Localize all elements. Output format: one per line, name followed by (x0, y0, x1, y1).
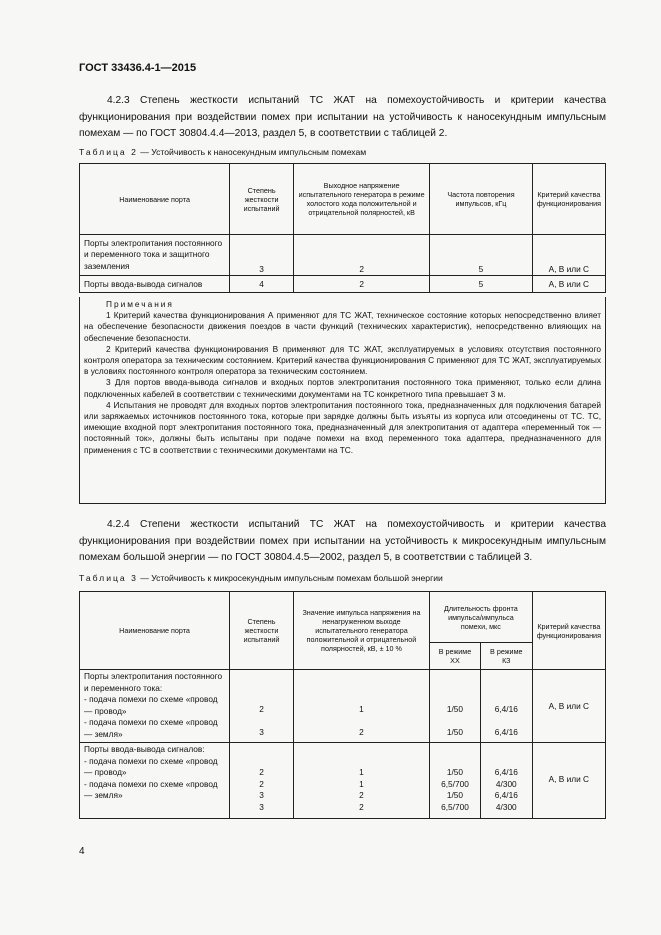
table3-caption (79, 573, 443, 583)
cell-line: 1/50 (446, 767, 464, 777)
table-cell (293, 743, 429, 819)
note-item: 1 Критерий качества функционирования А применяют для ТС ЖАТ, техническое состояние которых непосредственно влияет на обеспечение безопасности движения поездов в части функций (технических характеристик), непосредственно влияющих на обеспечение безопасности. (84, 310, 601, 343)
cell-line: 2 (259, 704, 264, 714)
section-4-2-4-text: 4.2.4 Степени жесткости испытаний ТС ЖАТ на помехоустойчивость и критерии качества функционирования при воздействии помех при испытании на устойчивость к микросекундным импульсным помехам большой энергии — по ГОСТ 30804.4.5—2002, раздел 5, в соответствии с таблицей 3. (79, 519, 606, 563)
cell-line: - подача помехи по схеме «провод — земля» (84, 778, 218, 800)
table-cell (230, 743, 294, 819)
table-row (80, 235, 606, 276)
table-cell (293, 670, 429, 743)
table3-header-row (80, 592, 606, 643)
table-cell: 4 (230, 276, 294, 293)
table-cell: А, В или С (532, 743, 605, 819)
cell-line: - подача помехи по схеме «провод — провод» (84, 694, 218, 716)
table-cell (80, 670, 230, 743)
table-cell (80, 743, 230, 819)
cell-line: 2 (259, 778, 264, 789)
note-item: 2 Критерий качества функционирования В применяют для ТС ЖАТ, эксплуатируемых в условиях отсутствия постоянного контроля оператора за техническим состоянием. Критерий качества функционирования С применяют для ТС ЖАТ, эксплуатируемых в условиях постоянного контроля оператора за техническим состоянием. (84, 343, 601, 377)
table-row (80, 670, 606, 743)
section-4-2-3 (79, 93, 606, 143)
cell-line: 3 (259, 790, 264, 800)
table3-header-cell: Наименование порта (80, 592, 230, 670)
table2-header-cell: Наименование порта (80, 164, 230, 235)
table3 (79, 591, 606, 819)
table-cell: Порты ввода-вывода сигналов (80, 276, 230, 293)
cell-line: Порты ввода-вывода сигналов: (84, 744, 205, 754)
table-cell: 5 (430, 235, 532, 276)
section-4-2-3-text: 4.2.3 Степень жесткости испытаний ТС ЖАТ на помехоустойчивость и критерии качества функционирования при воздействии помех при испытании на устойчивость к наносекундным импульсным помехам — по ГОСТ 30804.4.4—2013, раздел 5, в соответствии с таблицей 2. (79, 95, 606, 139)
cell-line: 2 (259, 767, 264, 777)
cell-line: 1 (359, 704, 364, 714)
cell-line: 6,5/700 (441, 801, 469, 812)
section-4-2-4 (79, 517, 606, 567)
table-cell (480, 743, 532, 819)
table2-notes (79, 297, 606, 504)
table-cell: 3 (230, 235, 294, 276)
cell-line: 6,5/700 (441, 778, 469, 789)
table3-header-cell: Критерий качества функционирования (532, 592, 605, 670)
notes-title: Примечания (106, 299, 174, 309)
table2-header-cell: Выходное напряжение испытательного генератора в режиме холостого хода положительной и отрицательной полярностей, кВ (294, 164, 430, 235)
table2-caption-text: — Устойчивость к наносекундным импульсным помехам (137, 147, 367, 157)
table2-header-cell: Степень жесткости испытаний (230, 164, 294, 235)
note-item: 4 Испытания не проводят для входных портов электропитания постоянного тока, предназначенных для подключения батарей или заряжаемых источников постоянного тока, которые при зарядке должны быть изъяты из корпуса или отсоединены от ТС. ТС, имеющие входной порт электропитания постоянного тока, предназначенный для электропитания от адаптера «переменный ток — постоянный ток», должны быть испытаны при подаче помехи на вход переменного тока адаптера, предназначенного для применения с ТС в соответствии с техническими документами на ТС. (84, 399, 601, 455)
cell-line: 1 (359, 767, 364, 777)
cell-line: 1/50 (446, 790, 464, 800)
cell-line: Порты электропитания постоянного и переменного тока: (84, 671, 223, 693)
table2-caption (79, 147, 366, 157)
table3-header-cell: Значение импульса напряжения на ненагруженном выходе испытательного генератора положительной и отрицательной полярностей, кВ, ± 10 % (293, 592, 429, 670)
table-row (80, 276, 606, 293)
table-cell: 2 (294, 235, 430, 276)
cell-line: 1/50 (446, 727, 464, 737)
table-cell: А, В или С (532, 235, 605, 276)
table2-header-cell: Частота повторения импульсов, кГц (430, 164, 532, 235)
cell-line: 1/50 (446, 704, 464, 714)
cell-line: 2 (359, 790, 364, 800)
cell-line: 3 (259, 727, 264, 737)
page-number: 4 (79, 846, 85, 857)
table2-caption-label: Таблица 2 (79, 147, 138, 157)
table3-caption-label: Таблица 3 (79, 573, 138, 583)
table-cell: Порты электропитания постоянного и переменного тока и защитного заземления (80, 235, 230, 276)
document-header: ГОСТ 33436.4-1—2015 (79, 62, 197, 74)
table-cell: 2 (294, 276, 430, 293)
table3-header-cell: Длительность фронта импульса/импульса помехи, мкс (430, 592, 533, 643)
table-cell (480, 670, 532, 743)
cell-line: 6,4/16 (494, 790, 518, 800)
table3-header-cell: В режиме КЗ (480, 643, 532, 670)
cell-line: - подача помехи по схеме «провод — земля» (84, 717, 218, 739)
cell-line: 4/300 (495, 778, 517, 789)
cell-line: 4/300 (495, 801, 517, 812)
note-item: 3 Для портов ввода-вывода сигналов и входных портов электропитания постоянного тока применяют, только если длина подключенных кабелей в соответствии с техническими документами на ТС конкретного типа превышает 3 м. (84, 377, 601, 399)
cell-line: 2 (359, 727, 364, 737)
table-cell: 5 (430, 276, 532, 293)
table-cell (430, 743, 481, 819)
table2-header-row (80, 164, 606, 235)
cell-line: 3 (259, 801, 264, 812)
table3-caption-text: — Устойчивость к микросекундным импульсным помехам большой энергии (137, 573, 443, 583)
table-cell: А, В или С (532, 670, 605, 743)
cell-line: 1 (359, 778, 364, 789)
cell-line: 6,4/16 (494, 767, 518, 777)
table-cell: А, В или С (532, 276, 605, 293)
table3-header-cell: Степень жесткости испытаний (230, 592, 294, 670)
table2-header-cell: Критерий качества функционирования (532, 164, 605, 235)
table-cell (430, 670, 481, 743)
cell-line: - подача помехи по схеме «провод — провод» (84, 755, 218, 777)
cell-line: 2 (359, 801, 364, 812)
table-cell (230, 670, 294, 743)
table3-header-cell: В режиме ХХ (430, 643, 481, 670)
cell-line: 6,4/16 (494, 704, 518, 714)
table-row (80, 743, 606, 819)
cell-line: 6,4/16 (494, 727, 518, 737)
table2 (79, 163, 606, 293)
